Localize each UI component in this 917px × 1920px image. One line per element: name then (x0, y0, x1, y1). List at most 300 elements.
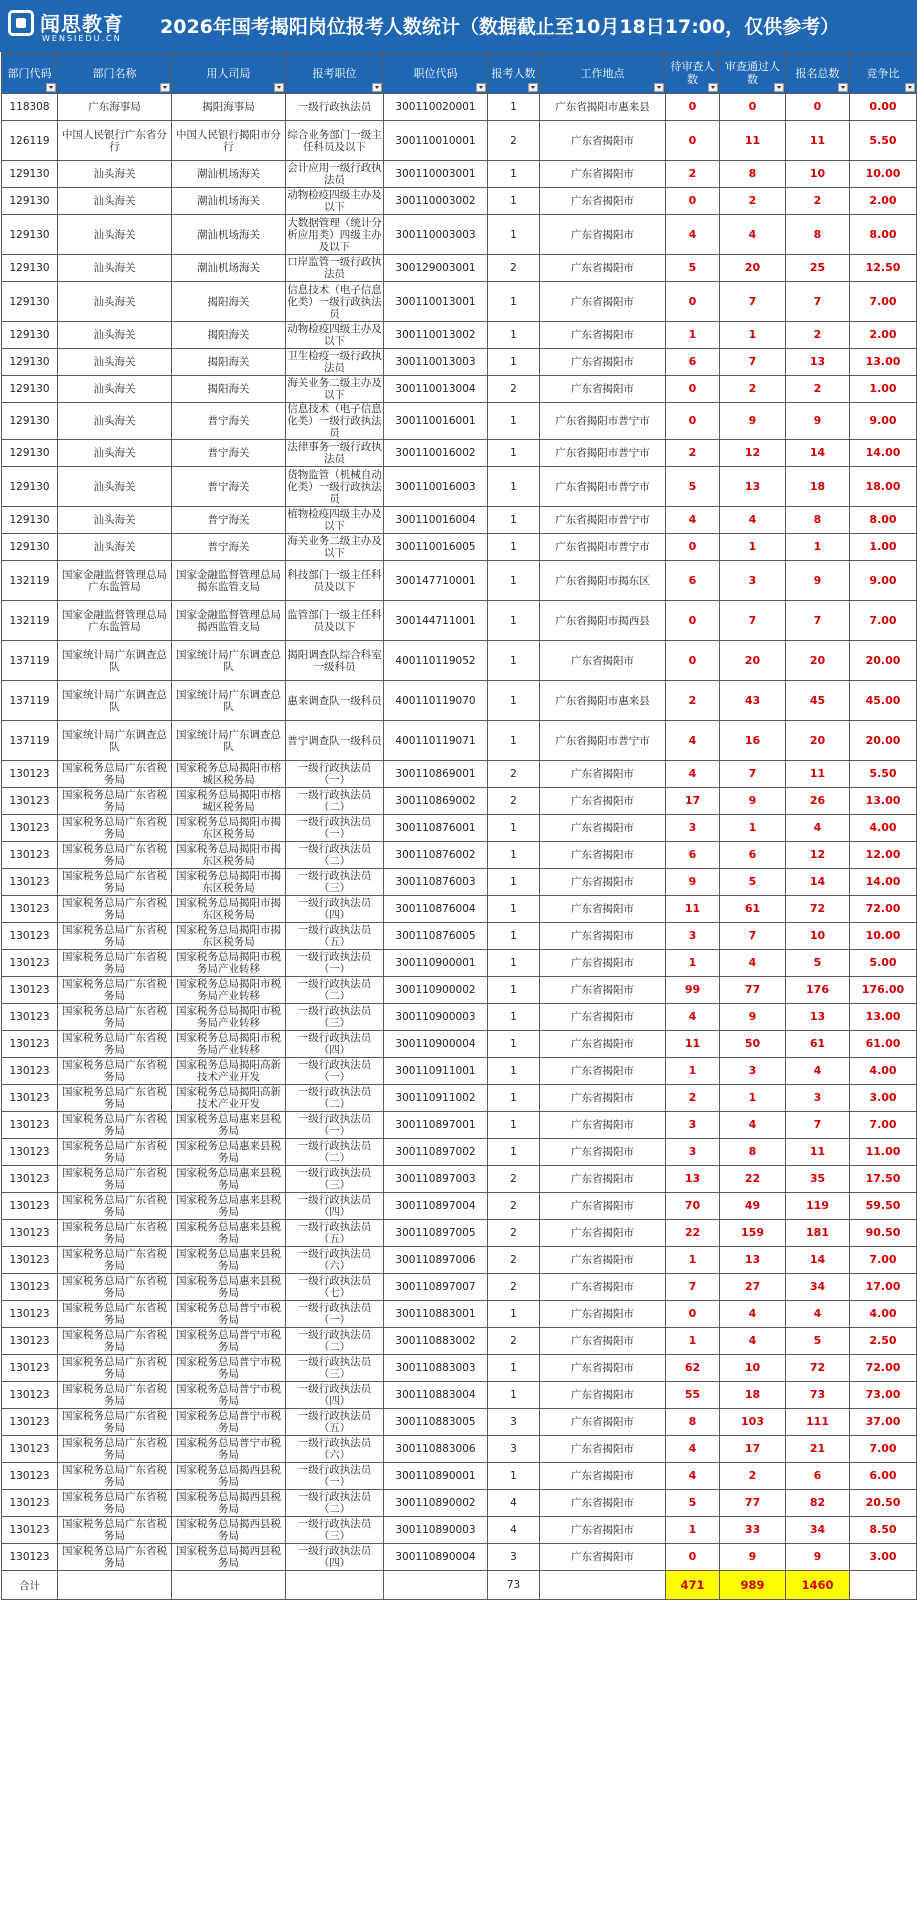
position-code-cell: 300110876003 (384, 869, 488, 896)
location-cell: 广东省揭阳市普宁市 (540, 507, 666, 534)
quota-cell: 1 (488, 1463, 540, 1490)
table-row (2, 1166, 917, 1193)
bureau-cell: 国家税务总局惠来县税务局 (172, 1220, 286, 1247)
ratio-cell: 73.00 (850, 1382, 917, 1409)
location-cell: 广东省揭阳市 (540, 1301, 666, 1328)
table-row (2, 1544, 917, 1571)
table-row (2, 534, 917, 561)
filter-dropdown-icon[interactable] (838, 83, 848, 92)
table-row (2, 815, 917, 842)
table-row (2, 376, 917, 403)
quota-cell: 2 (488, 376, 540, 403)
dept-code-cell: 130123 (2, 896, 58, 923)
bureau-cell: 揭阳海关 (172, 282, 286, 322)
column-header[interactable]: 部门代码 (2, 53, 58, 94)
location-cell: 广东省揭阳市 (540, 1328, 666, 1355)
total-cell: 7 (786, 282, 850, 322)
dept-name-cell: 国家税务总局广东省税务局 (58, 1490, 172, 1517)
position-cell: 一级行政执法员（二） (286, 977, 384, 1004)
approved-cell: 7 (720, 923, 786, 950)
position-code-cell: 300110890002 (384, 1490, 488, 1517)
location-cell: 广东省揭阳市 (540, 1085, 666, 1112)
bureau-cell: 潮汕机场海关 (172, 215, 286, 255)
total-registrations: 1460 (786, 1571, 850, 1600)
filter-dropdown-icon[interactable] (160, 83, 170, 92)
column-header[interactable]: 报名总数 (786, 53, 850, 94)
dept-name-cell: 国家税务总局广东省税务局 (58, 1085, 172, 1112)
location-cell: 广东省揭阳市 (540, 788, 666, 815)
quota-cell: 1 (488, 561, 540, 601)
location-cell: 广东省揭阳市 (540, 1058, 666, 1085)
approved-cell: 2 (720, 188, 786, 215)
dept-name-cell: 国家统计局广东调查总队 (58, 681, 172, 721)
dept-code-cell: 130123 (2, 1058, 58, 1085)
dept-name-cell: 国家税务总局广东省税务局 (58, 923, 172, 950)
dept-name-cell: 国家税务总局广东省税务局 (58, 1031, 172, 1058)
location-cell: 广东省揭阳市惠来县 (540, 681, 666, 721)
ratio-cell: 17.00 (850, 1274, 917, 1301)
ratio-cell: 0.00 (850, 94, 917, 121)
location-cell: 广东省揭阳市 (540, 322, 666, 349)
quota-cell: 2 (488, 1274, 540, 1301)
column-header[interactable]: 部门名称 (58, 53, 172, 94)
location-cell: 广东省揭阳市揭东区 (540, 561, 666, 601)
position-cell: 一级行政执法员（一） (286, 761, 384, 788)
bureau-cell: 国家税务总局惠来县税务局 (172, 1166, 286, 1193)
bureau-cell: 国家税务总局揭西县税务局 (172, 1517, 286, 1544)
table-row (2, 1058, 917, 1085)
bureau-cell: 揭阳海关 (172, 376, 286, 403)
filter-dropdown-icon[interactable] (905, 83, 915, 92)
position-code-cell: 300110897007 (384, 1274, 488, 1301)
quota-cell: 3 (488, 1544, 540, 1571)
quota-cell: 1 (488, 1004, 540, 1031)
quota-cell: 1 (488, 1355, 540, 1382)
page-title: 2026年国考揭阳岗位报考人数统计（数据截止至10月18日17:00，仅供参考） (160, 16, 840, 38)
location-cell: 广东省揭阳市 (540, 869, 666, 896)
table-row (2, 507, 917, 534)
quota-cell: 1 (488, 161, 540, 188)
dept-code-cell: 130123 (2, 1382, 58, 1409)
approved-cell: 4 (720, 1301, 786, 1328)
pending-cell: 6 (666, 561, 720, 601)
dept-code-cell: 130123 (2, 815, 58, 842)
table-row (2, 561, 917, 601)
pending-cell: 1 (666, 1247, 720, 1274)
bureau-cell: 国家税务总局揭阳市揭东区税务局 (172, 842, 286, 869)
position-cell: 一级行政执法员（一） (286, 1112, 384, 1139)
location-cell: 广东省揭阳市普宁市 (540, 721, 666, 761)
ratio-cell: 10.00 (850, 161, 917, 188)
bureau-cell: 国家税务总局惠来县税务局 (172, 1112, 286, 1139)
dept-code-cell: 130123 (2, 761, 58, 788)
table-row (2, 1274, 917, 1301)
total-applicants: 73 (488, 1571, 540, 1600)
total-cell: 45 (786, 681, 850, 721)
table-row (2, 322, 917, 349)
approved-cell: 7 (720, 349, 786, 376)
position-cell: 综合业务部门一级主任科员及以下 (286, 121, 384, 161)
ratio-cell: 2.00 (850, 322, 917, 349)
position-cell: 一级行政执法员（一） (286, 950, 384, 977)
column-header[interactable]: 待审查人数 (666, 53, 720, 94)
total-cell: 3 (786, 1085, 850, 1112)
approved-cell: 4 (720, 507, 786, 534)
quota-cell: 2 (488, 788, 540, 815)
pending-cell: 17 (666, 788, 720, 815)
logo-icon (8, 10, 34, 36)
position-cell: 一级行政执法员（四） (286, 1382, 384, 1409)
approved-cell: 7 (720, 282, 786, 322)
position-cell: 信息技术（电子信息化类）一级行政执法员 (287, 283, 382, 320)
logo-subtitle: WENSIEDU.CN (42, 34, 122, 43)
bureau-cell: 国家税务总局揭阳市揭东区税务局 (172, 923, 286, 950)
location-cell: 广东省揭阳市 (540, 1220, 666, 1247)
bureau-cell: 中国人民银行揭阳市分行 (172, 121, 286, 161)
ratio-cell: 14.00 (850, 440, 917, 467)
pending-cell: 3 (666, 815, 720, 842)
approved-cell: 10 (720, 1355, 786, 1382)
dept-name-cell: 汕头海关 (58, 467, 172, 507)
ratio-cell: 1.00 (850, 376, 917, 403)
column-header[interactable]: 审查通过人数 (720, 53, 786, 94)
dept-name-cell: 汕头海关 (58, 534, 172, 561)
position-code-cell: 300129003001 (384, 255, 488, 282)
total-cell: 2 (786, 188, 850, 215)
quota-cell: 2 (488, 1220, 540, 1247)
column-header[interactable]: 工作地点 (540, 53, 666, 94)
approved-cell: 1 (720, 815, 786, 842)
dept-name-cell: 国家税务总局广东省税务局 (58, 1112, 172, 1139)
ratio-cell: 20.00 (850, 721, 917, 761)
position-cell: 一级行政执法员（七） (286, 1274, 384, 1301)
filter-dropdown-icon[interactable] (372, 83, 382, 92)
total-cell: 176 (786, 977, 850, 1004)
position-cell: 揭阳调查队综合科室一级科员 (286, 641, 384, 681)
ratio-cell: 20.00 (850, 641, 917, 681)
bureau-cell: 普宁海关 (172, 403, 286, 440)
position-code-cell: 300110897002 (384, 1139, 488, 1166)
total-cell: 11 (786, 121, 850, 161)
location-cell: 广东省揭阳市 (540, 188, 666, 215)
total-cell: 72 (786, 896, 850, 923)
quota-cell: 1 (488, 1382, 540, 1409)
position-code-cell: 400110119070 (384, 681, 488, 721)
dept-code-cell: 130123 (2, 1139, 58, 1166)
position-code-cell: 300110897001 (384, 1112, 488, 1139)
pending-cell: 55 (666, 1382, 720, 1409)
bureau-cell: 揭阳海关 (172, 349, 286, 376)
location-cell: 广东省揭阳市惠来县 (540, 94, 666, 121)
quota-cell: 1 (488, 322, 540, 349)
ratio-cell: 59.50 (850, 1193, 917, 1220)
total-cell: 4 (786, 1058, 850, 1085)
ratio-cell: 6.00 (850, 1463, 917, 1490)
total-cell: 35 (786, 1166, 850, 1193)
dept-name-cell: 国家税务总局广东省税务局 (58, 1328, 172, 1355)
dept-name-cell: 国家税务总局广东省税务局 (58, 788, 172, 815)
dept-code-cell: 118308 (2, 94, 58, 121)
position-cell: 一级行政执法员（四） (286, 1031, 384, 1058)
filter-dropdown-icon[interactable] (476, 83, 486, 92)
approved-cell: 9 (720, 403, 786, 440)
dept-name-cell: 国家税务总局广东省税务局 (58, 977, 172, 1004)
dept-name-cell: 汕头海关 (58, 349, 172, 376)
location-cell: 广东省揭阳市 (540, 376, 666, 403)
approved-cell: 33 (720, 1517, 786, 1544)
position-code-cell: 300110897005 (384, 1220, 488, 1247)
header-row (2, 53, 917, 94)
approved-cell: 7 (720, 761, 786, 788)
dept-code-cell: 137119 (2, 721, 58, 761)
bureau-cell: 国家税务总局惠来县税务局 (172, 1247, 286, 1274)
pending-cell: 3 (666, 923, 720, 950)
bureau-cell: 国家税务总局揭阳高新技术产业开发 (172, 1085, 286, 1112)
total-cell: 9 (786, 561, 850, 601)
title-banner (0, 0, 917, 52)
position-code-cell: 300110016001 (384, 403, 488, 440)
pending-cell: 1 (666, 1328, 720, 1355)
table-row (2, 842, 917, 869)
position-cell: 大数据管理（统计分析应用类）四级主办及以下 (287, 216, 382, 253)
position-cell: 一级行政执法员 (286, 94, 384, 121)
table-row (2, 161, 917, 188)
position-cell: 一级行政执法员（一） (286, 1058, 384, 1085)
pending-cell: 0 (666, 1301, 720, 1328)
total-cell: 25 (786, 255, 850, 282)
pending-cell: 3 (666, 1112, 720, 1139)
dept-code-cell: 129130 (2, 349, 58, 376)
approved-cell: 13 (720, 467, 786, 507)
position-code-cell: 400110119071 (384, 721, 488, 761)
dept-code-cell: 130123 (2, 1517, 58, 1544)
quota-cell: 4 (488, 1517, 540, 1544)
column-header[interactable]: 竞争比 (850, 53, 917, 94)
quota-cell: 2 (488, 1328, 540, 1355)
quota-cell: 1 (488, 1031, 540, 1058)
dept-name-cell: 国家税务总局广东省税务局 (58, 842, 172, 869)
table-row (2, 950, 917, 977)
dept-name-cell: 国家税务总局广东省税务局 (58, 1004, 172, 1031)
ratio-cell: 12.00 (850, 842, 917, 869)
total-cell: 13 (786, 349, 850, 376)
position-code-cell: 300110013003 (384, 349, 488, 376)
total-cell: 7 (786, 601, 850, 641)
position-code-cell: 300110911002 (384, 1085, 488, 1112)
quota-cell: 1 (488, 440, 540, 467)
quota-cell: 1 (488, 641, 540, 681)
total-approved: 989 (720, 1571, 786, 1600)
dept-name-cell: 汕头海关 (58, 215, 172, 255)
bureau-cell: 国家税务总局普宁市税务局 (172, 1328, 286, 1355)
position-code-cell: 300110013001 (384, 282, 488, 322)
pending-cell: 4 (666, 507, 720, 534)
approved-cell: 11 (720, 121, 786, 161)
location-cell: 广东省揭阳市 (540, 1355, 666, 1382)
dept-code-cell: 130123 (2, 923, 58, 950)
total-cell: 20 (786, 641, 850, 681)
ratio-cell: 90.50 (850, 1220, 917, 1247)
pending-cell: 0 (666, 282, 720, 322)
position-cell: 监管部门一级主任科员及以下 (286, 601, 384, 641)
column-header[interactable]: 用人司局 (172, 53, 286, 94)
pending-cell: 0 (666, 403, 720, 440)
ratio-cell: 5.50 (850, 121, 917, 161)
quota-cell: 2 (488, 761, 540, 788)
quota-cell: 1 (488, 681, 540, 721)
location-cell: 广东省揭阳市 (540, 815, 666, 842)
total-cell: 11 (786, 1139, 850, 1166)
dept-name-cell: 国家税务总局广东省税务局 (58, 1247, 172, 1274)
dept-code-cell: 130123 (2, 842, 58, 869)
total-label: 合计 (2, 1571, 58, 1600)
dept-name-cell: 汕头海关 (58, 188, 172, 215)
bureau-cell: 国家税务总局揭阳高新技术产业开发 (172, 1058, 286, 1085)
filter-dropdown-icon[interactable] (274, 83, 284, 92)
total-cell: 11 (786, 761, 850, 788)
pending-cell: 0 (666, 601, 720, 641)
position-cell: 动物检疫四级主办及以下 (287, 323, 382, 347)
dept-name-cell: 国家税务总局广东省税务局 (58, 950, 172, 977)
total-cell: 73 (786, 1382, 850, 1409)
bureau-cell: 国家税务总局揭阳市税务局产业转移 (172, 950, 286, 977)
position-code-cell: 300110900001 (384, 950, 488, 977)
position-code-cell: 300110883002 (384, 1328, 488, 1355)
dept-code-cell: 129130 (2, 376, 58, 403)
ratio-cell: 7.00 (850, 601, 917, 641)
quota-cell: 1 (488, 282, 540, 322)
dept-code-cell: 130123 (2, 1463, 58, 1490)
location-cell: 广东省揭阳市 (540, 842, 666, 869)
position-cell: 一级行政执法员（二） (286, 1085, 384, 1112)
filter-dropdown-icon[interactable] (46, 83, 56, 92)
ratio-cell: 2.50 (850, 1328, 917, 1355)
bureau-cell: 普宁海关 (172, 467, 286, 507)
location-cell: 广东省揭阳市 (540, 977, 666, 1004)
bureau-cell: 揭阳海事局 (172, 94, 286, 121)
pending-cell: 0 (666, 94, 720, 121)
dept-code-cell: 137119 (2, 641, 58, 681)
position-cell: 一级行政执法员（三） (286, 1355, 384, 1382)
dept-name-cell: 国家金融监督管理总局广东监管局 (58, 601, 172, 641)
ratio-cell: 13.00 (850, 349, 917, 376)
total-cell: 8 (786, 507, 850, 534)
bureau-cell: 国家统计局广东调查总队 (172, 641, 286, 681)
approved-cell: 49 (720, 1193, 786, 1220)
filter-dropdown-icon[interactable] (708, 83, 718, 92)
pending-cell: 4 (666, 761, 720, 788)
position-cell: 一级行政执法员（五） (286, 923, 384, 950)
column-header[interactable]: 报考人数 (488, 53, 540, 94)
quota-cell: 1 (488, 869, 540, 896)
table-row (2, 869, 917, 896)
ratio-cell: 20.50 (850, 1490, 917, 1517)
quota-cell: 1 (488, 1058, 540, 1085)
pending-cell: 6 (666, 349, 720, 376)
column-header[interactable]: 报考职位 (286, 53, 384, 94)
bureau-cell: 国家税务总局惠来县税务局 (172, 1193, 286, 1220)
filter-dropdown-icon[interactable] (654, 83, 664, 92)
pending-cell: 8 (666, 1409, 720, 1436)
ratio-cell: 8.00 (850, 215, 917, 255)
location-cell: 广东省揭阳市揭西县 (540, 601, 666, 641)
position-cell: 一级行政执法员（三） (286, 1517, 384, 1544)
position-cell: 法律事务一级行政执法员 (287, 441, 382, 465)
location-cell: 广东省揭阳市 (540, 923, 666, 950)
table-row (2, 215, 917, 255)
pending-cell: 5 (666, 255, 720, 282)
position-code-cell: 300110003003 (384, 215, 488, 255)
bureau-cell: 国家税务总局普宁市税务局 (172, 1301, 286, 1328)
total-cell: 21 (786, 1436, 850, 1463)
dept-code-cell: 130123 (2, 1031, 58, 1058)
approved-cell: 9 (720, 1544, 786, 1571)
filter-dropdown-icon[interactable] (774, 83, 784, 92)
position-cell: 一级行政执法员（六） (286, 1247, 384, 1274)
table-row (2, 1382, 917, 1409)
table-row (2, 1490, 917, 1517)
approved-cell: 22 (720, 1166, 786, 1193)
table-row (2, 601, 917, 641)
position-code-cell: 300110016002 (384, 440, 488, 467)
quota-cell: 1 (488, 403, 540, 440)
dept-code-cell: 130123 (2, 1220, 58, 1247)
quota-cell: 1 (488, 721, 540, 761)
filter-dropdown-icon[interactable] (528, 83, 538, 92)
approved-cell: 20 (720, 255, 786, 282)
position-cell: 一级行政执法员（三） (286, 869, 384, 896)
table-row (2, 721, 917, 761)
bureau-cell: 国家税务总局揭西县税务局 (172, 1463, 286, 1490)
pending-cell: 1 (666, 950, 720, 977)
dept-name-cell: 国家税务总局广东省税务局 (58, 761, 172, 788)
location-cell: 广东省揭阳市 (540, 1517, 666, 1544)
quota-cell: 1 (488, 1301, 540, 1328)
quota-cell: 1 (488, 467, 540, 507)
table-row (2, 1517, 917, 1544)
quota-cell: 4 (488, 1490, 540, 1517)
dept-code-cell: 126119 (2, 121, 58, 161)
quota-cell: 3 (488, 1436, 540, 1463)
total-cell: 0 (786, 94, 850, 121)
dept-code-cell: 130123 (2, 1490, 58, 1517)
dept-code-cell: 132119 (2, 561, 58, 601)
ratio-cell: 7.00 (850, 1436, 917, 1463)
position-code-cell: 300110010001 (384, 121, 488, 161)
position-cell: 一级行政执法员（四） (286, 896, 384, 923)
pending-cell: 0 (666, 641, 720, 681)
position-code-cell: 300110883004 (384, 1382, 488, 1409)
table-row (2, 1004, 917, 1031)
position-cell: 一级行政执法员（三） (286, 1166, 384, 1193)
ratio-cell: 37.00 (850, 1409, 917, 1436)
quota-cell: 1 (488, 94, 540, 121)
position-cell: 海关业务二级主办及以下 (287, 377, 382, 401)
approved-cell: 1 (720, 534, 786, 561)
dept-code-cell: 129130 (2, 507, 58, 534)
location-cell: 广东省揭阳市 (540, 1436, 666, 1463)
pending-cell: 1 (666, 1058, 720, 1085)
position-code-cell: 300110016003 (384, 467, 488, 507)
table-row (2, 282, 917, 322)
dept-name-cell: 汕头海关 (58, 161, 172, 188)
column-header[interactable]: 职位代码 (384, 53, 488, 94)
table-row (2, 1436, 917, 1463)
pending-cell: 0 (666, 534, 720, 561)
dept-code-cell: 130123 (2, 1193, 58, 1220)
position-code-cell: 300110900004 (384, 1031, 488, 1058)
dept-name-cell: 国家税务总局广东省税务局 (58, 1544, 172, 1571)
